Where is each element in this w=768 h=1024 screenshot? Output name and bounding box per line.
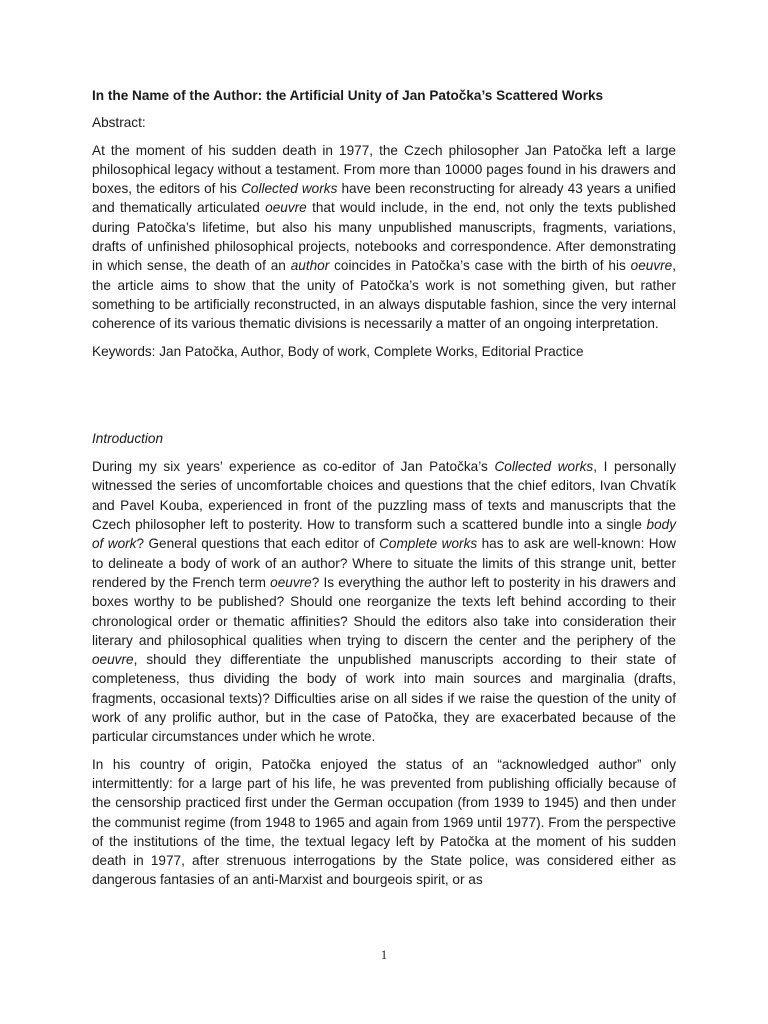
italic-phrase: oeuvre: [265, 200, 307, 216]
abstract-paragraph: At the moment of his sudden death in 1977, the Czech philosopher Jan Patočka left a large philosophical legacy without a testament. From more than 10000 pages found in his drawers and boxes, the editors of his Collected works have been reconstructing for already 43 years a unified and thematically articulated oeuvre that would include, in the end, not only the texts published during Patočka’s lifetime, but also his many unpublished manuscripts, fragments, variations, drafts of unfinished philosophical projects, notebooks and correspondence. After demonstrating in which sense, the death of an author coincides in Patočka’s case with the birth of his oeuvre, the article aims to show that the unity of Patočka’s work is not something given, but rather something to be artificially reconstructed, in an always disputable fashion, since the very internal coherence of its various thematic divisions is necessarily a matter of an ongoing interpretation.: [92, 142, 677, 332]
italic-phrase: Collected works: [241, 181, 338, 197]
intro-paragraph-2: In his country of origin, Patočka enjoyed the status of an “acknowledged author” only intermittently: for a large part of his life, he was prevented from publishing officially because of the censorship practiced first under the German occupation (from 1939 to 1945) and then under the communist regime (from 1948 to 1965 and again from 1969 until 1977). From the perspective of the institutions of the time, the textual legacy left by Patočka at the moment of his sudden death in 1977, after strenuous interrogations by the State police, was considered either as dangerous fantasies of an anti-Marxist and bourgeois spirit, or as: [92, 756, 676, 888]
italic-phrase: oeuvre: [270, 574, 312, 590]
document-title: In the Name of the Author: the Artificial Unity of Jan Patočka’s Scattered Works: [92, 88, 604, 103]
italic-phrase: body of work: [92, 517, 676, 552]
keywords-line: Keywords: Jan Patočka, Author, Body of work, Complete Works, Editorial Practice: [92, 343, 584, 359]
italic-phrase: Collected works: [494, 459, 594, 475]
italic-phrase: Complete works: [379, 536, 478, 552]
document-page: [92, 86, 676, 898]
section-spacer: [92, 361, 676, 429]
intro-paragraph-1: During my six years’ experience as co-editor of Jan Patočka’s Collected works, I personally witnessed the series of uncomfortable choices and questions that the chief editors, Ivan Chvatík and Pavel Kouba, experienced in front of the puzzling mass of texts and manuscripts that the Czech philosopher left to posterity. How to transform such a scattered bundle into a single body of work? General questions that each editor of Complete works has to ask are well-known: How to delineate a body of work of an author? Where to situate the limits of this strange unit, better rendered by the French term oeuvre? Is everything the author left to posterity in his drawers and boxes worthy to be published? Should one reorganize the texts left behind according to their chronological order or thematic affinities? Should the editors also take into consideration their literary and philosophical qualities when trying to discern the center and the periphery of the oeuvre, should they differentiate the unpublished manuscripts according to their state of completeness, thus dividing the body of work into main sources and marginalia (drafts, fragments, occasional texts)? Difficulties arise on all sides if we raise the question of the unity of work of any prolific author, but in the case of Patočka, they are exacerbated because of the particular circumstances under which he wrote.: [92, 459, 676, 745]
abstract-label: Abstract:: [92, 115, 146, 131]
italic-phrase: oeuvre: [630, 258, 673, 274]
italic-phrase: oeuvre: [92, 652, 134, 668]
page-number: 1: [380, 948, 388, 962]
introduction-heading: Introduction: [92, 430, 164, 446]
italic-phrase: author: [290, 258, 330, 274]
